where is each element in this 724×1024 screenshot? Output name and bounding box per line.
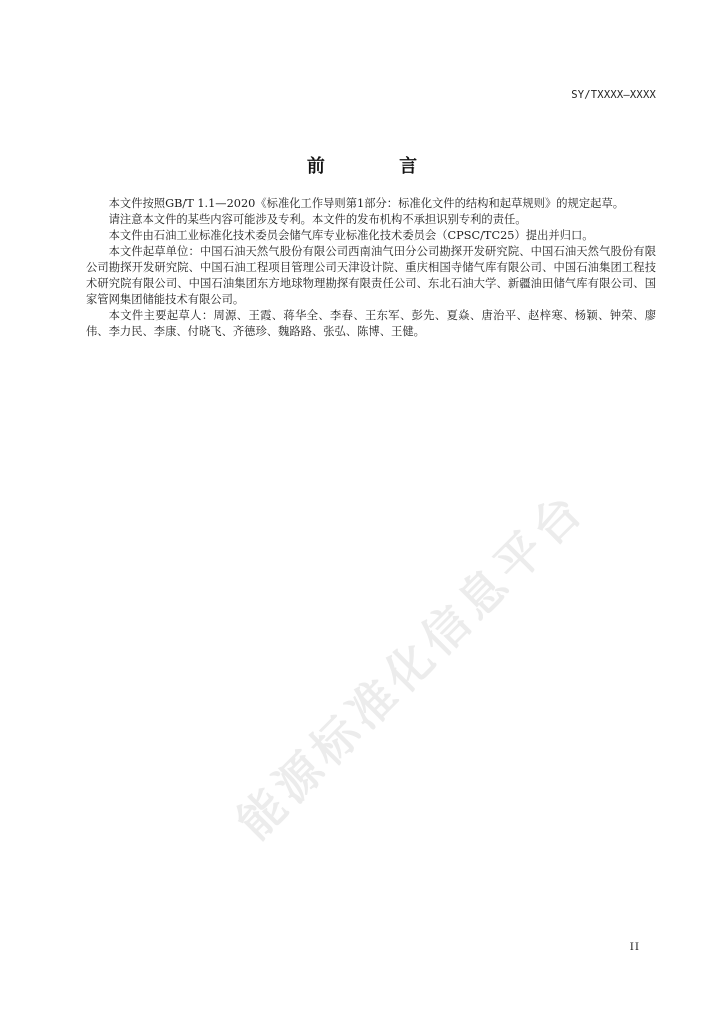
paragraph-patent-notice: 请注意本文件的某些内容可能涉及专利。本文件的发布机构不承担识别专利的责任。 (108, 213, 527, 226)
page-number: II (629, 941, 640, 953)
preface-body (86, 196, 656, 340)
paragraph-proposer: 本文件由石油工业标准化技术委员会储气库专业标准化技术委员会（CPSC/TC25）提出并归口。 (108, 229, 594, 242)
paragraph-drafting-units: 本文件起草单位：中国石油天然气股份有限公司西南油气田分公司勘探开发研究院、中国石油天然气股份有限公司勘探开发研究院、中国石油工程项目管理公司天津设计院、重庆相国寺储气库有限公司、中国石油集团工程技术研究院有限公司、中国石油集团东方地球物理勘探有限责任公司、东北石油大学、新疆油田储气库有限公司、国家管网集团储能技术有限公司。 (86, 245, 656, 306)
watermark: 能源标准化信息平台 (226, 480, 596, 850)
paragraph-drafters: 本文件主要起草人：周源、王霞、蒋华全、李春、王东军、彭先、夏焱、唐治平、赵梓寒、杨颖、钟荣、廖伟、李力民、李康、付晓飞、齐德珍、魏路路、张弘、陈博、王健。 (86, 309, 656, 338)
document-code: SY/TXXXX—XXXX (571, 89, 656, 101)
paragraph-standard-basis: 本文件按照GB/T 1.1—2020《标准化工作导则第1部分：标准化文件的结构和起草规则》的规定起草。 (108, 197, 625, 210)
page-title: 前 言 (306, 156, 452, 177)
